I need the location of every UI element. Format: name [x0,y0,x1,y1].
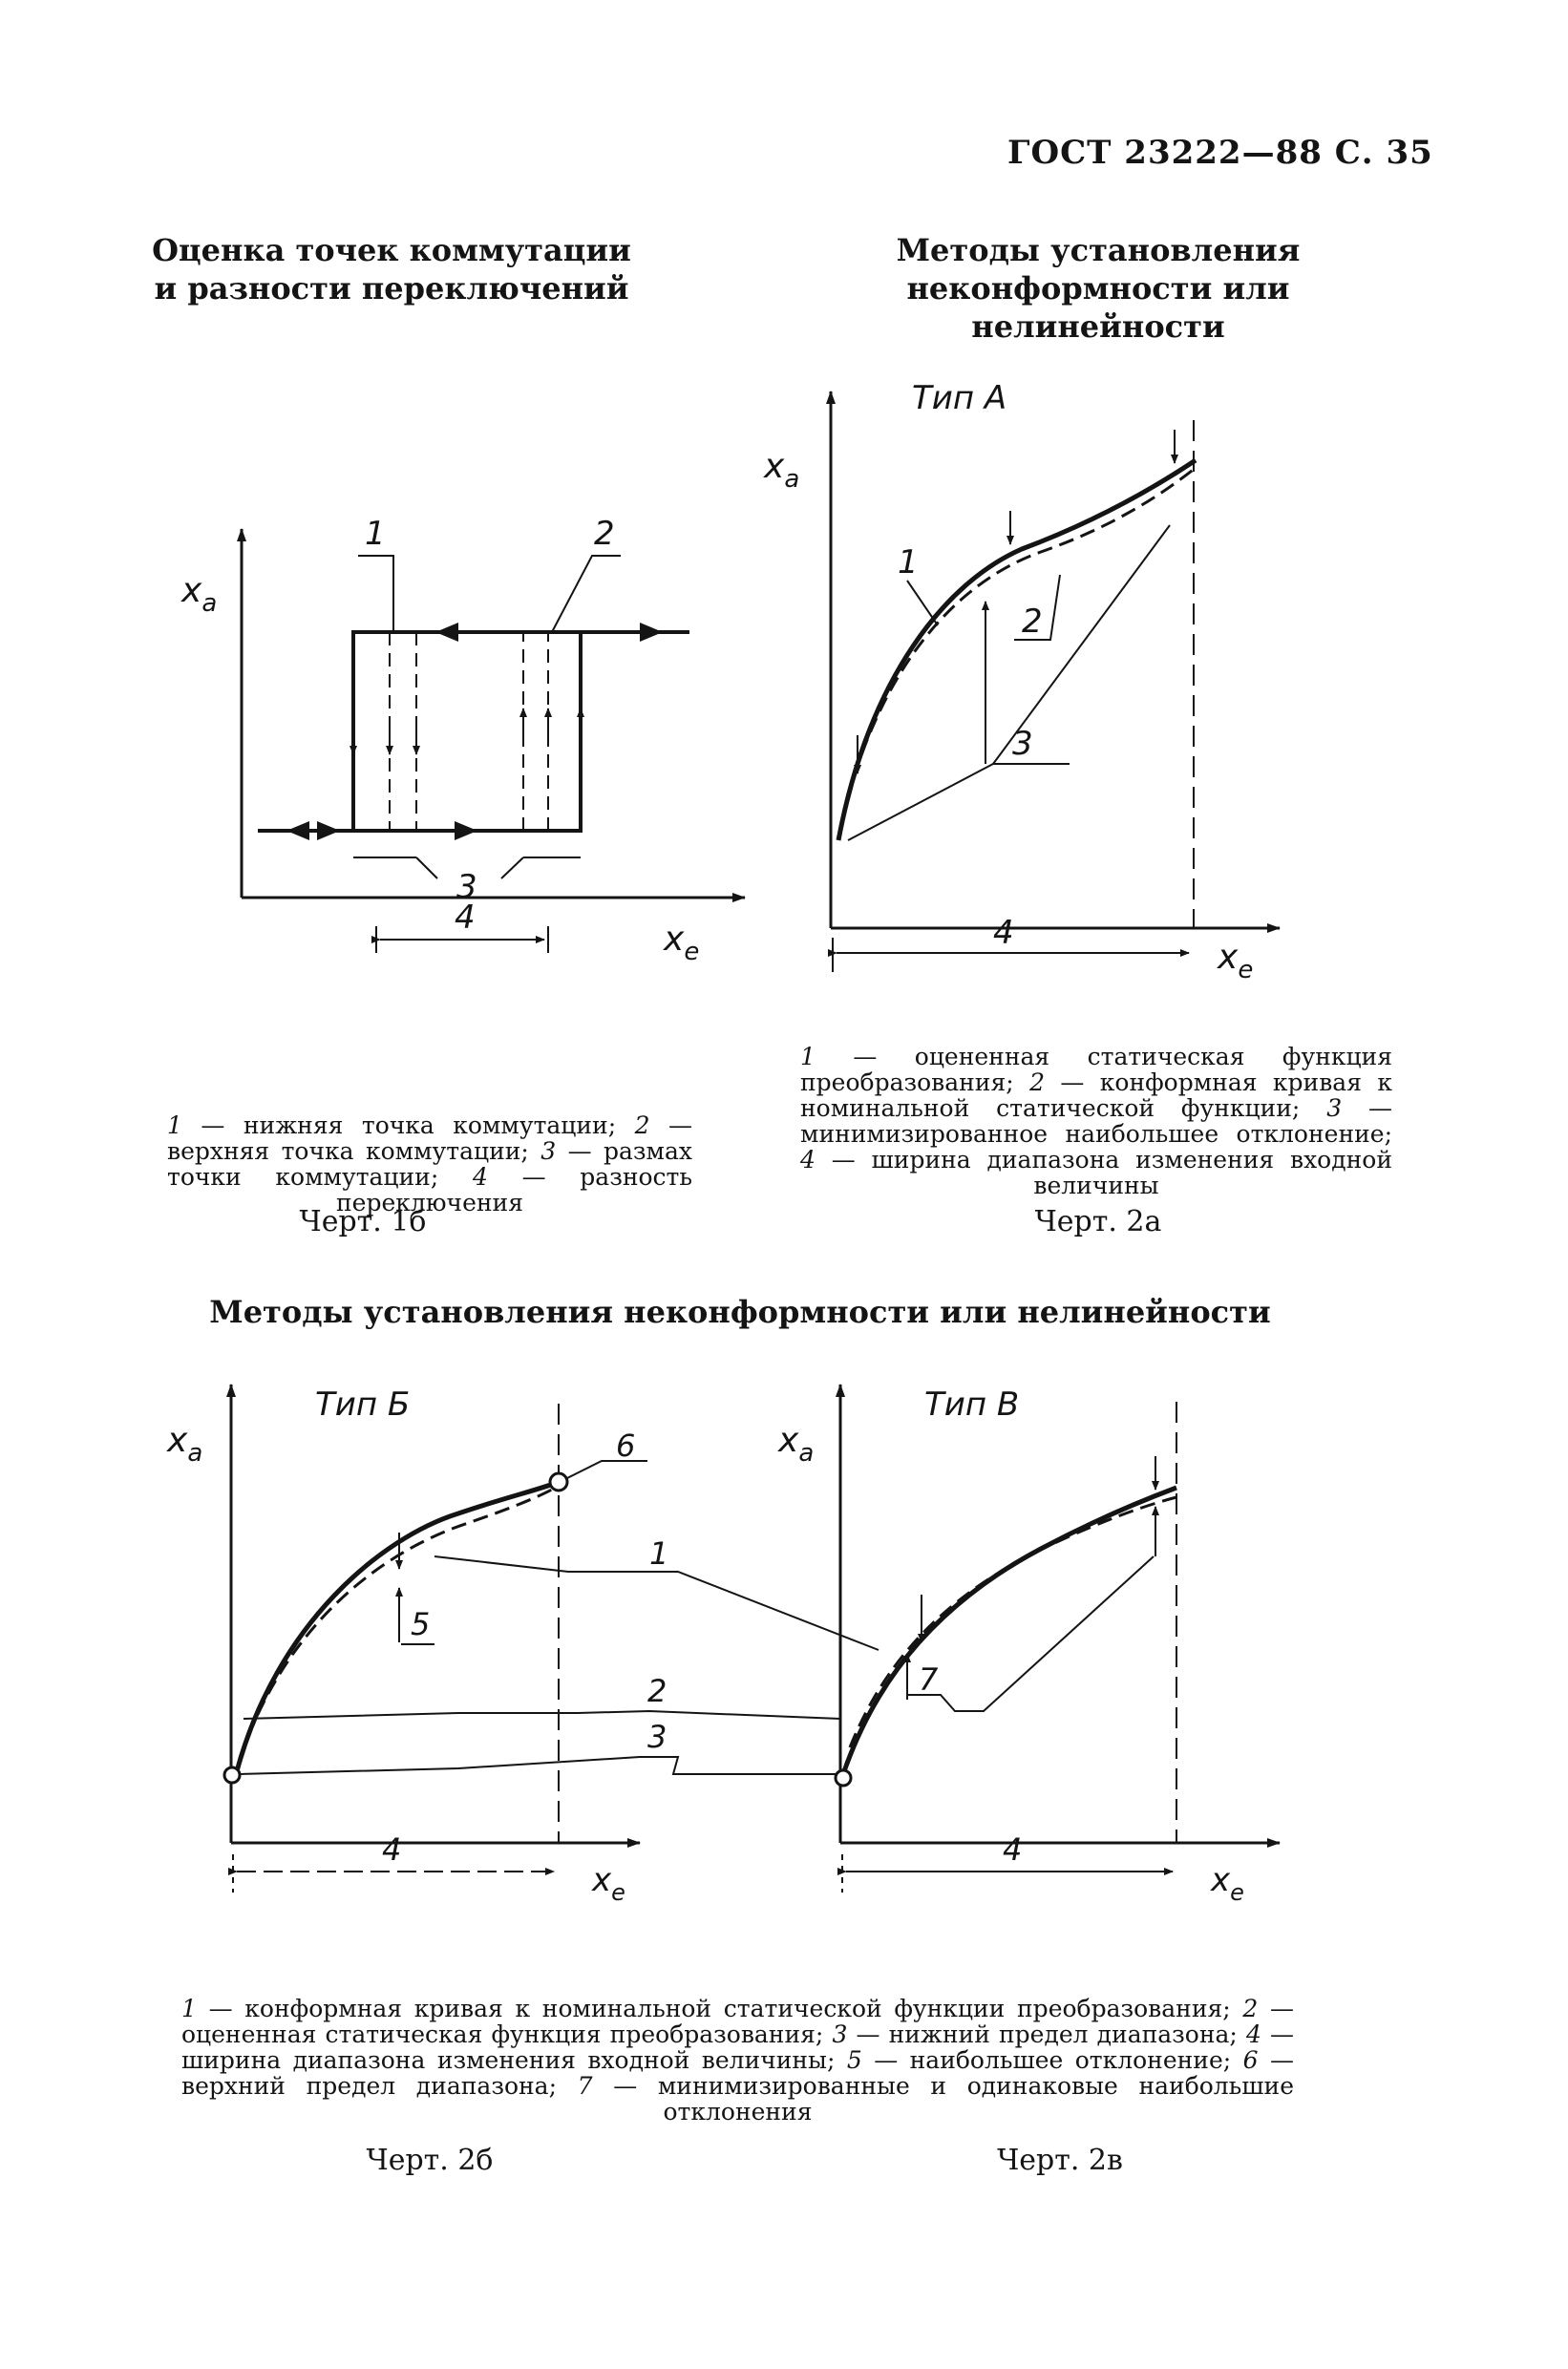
fig1b-label-3-leader-a [416,857,437,878]
fig2b-label-3: 3 [647,1719,667,1755]
fig2b-leader-2 [244,1711,840,1719]
fig2a-label-4: 4 [993,914,1014,952]
fig2a-title-line2: неконформности или нелинейности [906,270,1290,345]
fig2a-legend: 1 — оцененная статическая функция преобразования; 2 — конформная кривая к номинальной статической функции; 3 — минимизированное наибольшее отклонение; 4 — ширина диапазона изменения входной величины [800,1043,1392,1199]
fig1b-legend: 1 — нижняя точка коммутации; 2 — верхняя точка коммутации; 3 — размах точки коммутации; 4 — разность переключения [167,1111,693,1216]
fig2b-label-6: 6 [616,1428,636,1464]
fig2v-label-4: 4 [1003,1831,1023,1868]
fig2b-leader-6 [567,1461,647,1478]
fig2bv-legend: 1 — конформная кривая к номинальной статической функции преобразования; 2 — оцененная статическая функция преобразования; 3 — нижний предел диапазона; 4 — ширина диапазона изменения входной величины; 5 — наибольшее отклонение; 6 — верхний предел диапазона; 7 — минимизированные и одинаковые наибольшие отклонения [181,1995,1294,2126]
fig2a-label-2: 2 [1022,603,1043,641]
fig2v-type-label: Тип В [924,1385,1020,1424]
fig1b-leader-1 [358,556,393,632]
fig2b-type-label: Тип Б [315,1385,411,1424]
fig1b-label-1: 1 [365,515,386,553]
fig2b-number: Черт. 2б [366,2144,494,2177]
fig2b-upper-limit-point [550,1473,567,1491]
fig2bv-diagram [143,1365,1308,1957]
fig1b-label-2: 2 [594,515,615,553]
fig2v-y-label: $x_a$ [778,1421,815,1468]
fig2v-label-7: 7 [919,1661,939,1698]
fig2b-leader-3 [239,1757,840,1774]
fig1b-title [143,231,640,307]
fig2v-curve-conformal [850,1497,1176,1747]
fig2a-leader-1 [907,581,938,625]
fig1b-y-label: $x_a$ [181,571,218,618]
fig2b-label-4: 4 [382,1831,402,1868]
fig1b-bottom-right-arrow [455,821,477,840]
fig2b-x-label: $x_e$ [592,1861,625,1906]
fig2b-curve-estimated [237,1482,559,1771]
fig1b-diagram [143,497,764,1012]
header-text: ГОСТ 23222—88 С. 35 [1007,134,1433,172]
fig1b-leader-2 [552,556,621,632]
fig1b-label-3: 3 [456,868,477,906]
fig2v-leader-7 [907,1556,1154,1711]
fig2v-start-point [836,1770,851,1786]
page-header [1007,134,1433,172]
fig1b-top-left-arrow [435,623,458,642]
fig1b-x-label: $x_e$ [664,920,700,966]
fig1b-bottom-left-arrow [286,821,309,840]
fig2a-label-3: 3 [1012,725,1033,763]
fig1b-number: Черт. 1б [299,1205,427,1238]
fig2b-label-5: 5 [411,1606,431,1642]
fig1b-label-4: 4 [455,899,476,937]
fig1b-bottom-left-arrow2 [317,821,340,840]
fig2a-curve-2 [842,468,1196,819]
fig2a-curve-1 [838,460,1196,840]
fig1b-label-3-leader-b [501,857,523,878]
fig2a-type-label: Тип А [912,379,1007,417]
fig2a-y-label: $x_a$ [764,447,800,494]
fig1b-hysteresis-loop [258,632,581,831]
fig1b-title-line2: и разности переключений [154,270,629,307]
fig2v-x-label: $x_e$ [1211,1861,1244,1906]
fig2b-label-2: 2 [647,1673,667,1709]
fig2a-x-label: $x_e$ [1218,938,1254,984]
fig2v-curve-estimated [843,1488,1176,1774]
fig2a-number: Черт. 2а [1034,1205,1162,1238]
fig2a-diagram [754,363,1289,993]
fig2b-lower-limit-point [224,1767,240,1783]
fig2a-leader-3 [848,764,1070,840]
fig2a-title-line1: Методы установления [896,232,1301,268]
fig2b-label-1: 1 [649,1535,669,1572]
fig2bv-title: Методы установления неконформности или нелинейности [209,1294,1271,1330]
fig2b-y-label: $x_a$ [167,1421,203,1468]
fig2a-label-1: 1 [898,543,919,582]
fig2a-title [793,231,1404,346]
fig2v-number: Черт. 2в [997,2144,1123,2177]
fig1b-top-right-arrow [640,623,663,642]
fig1b-title-line1: Оценка точек коммутации [152,232,631,268]
